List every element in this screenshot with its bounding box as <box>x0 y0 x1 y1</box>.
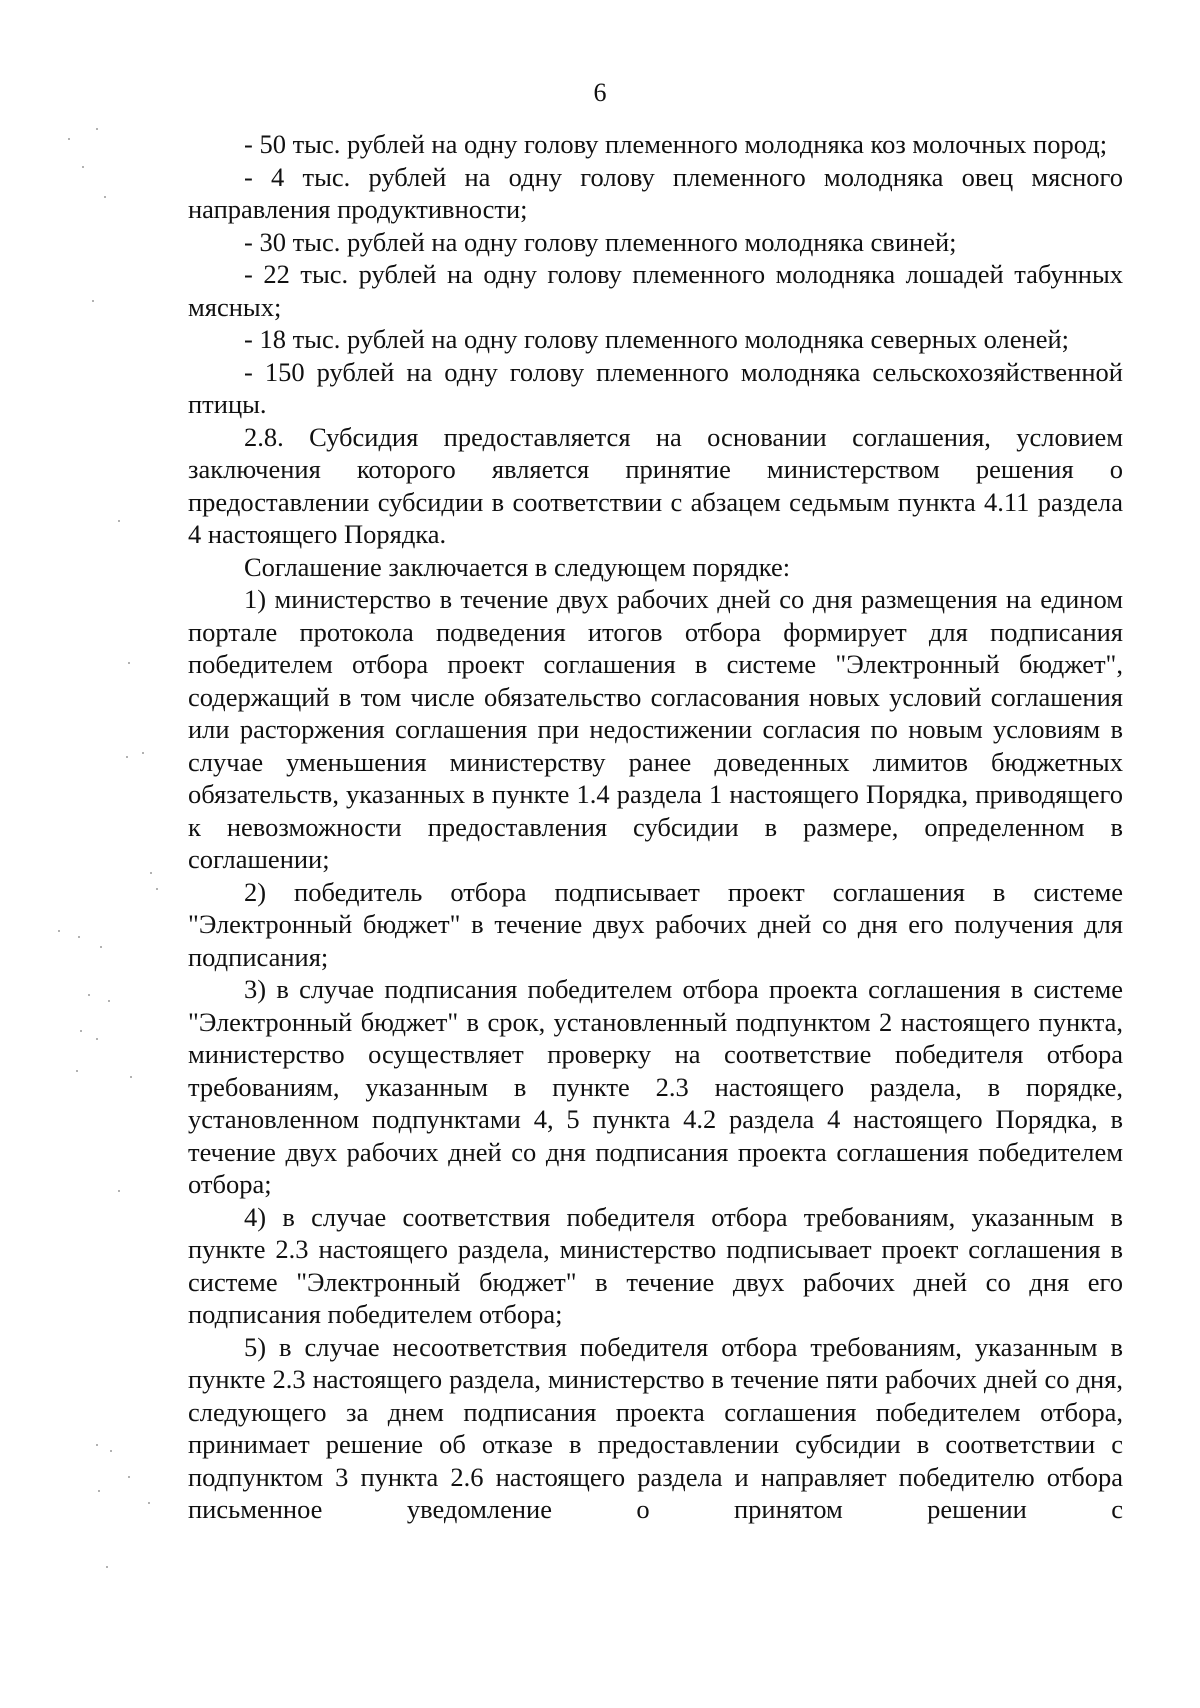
paragraph-agreement-order: Соглашение заключается в следующем порядке: <box>244 551 791 582</box>
paragraph-pigs: - 30 тыс. рублей на одну голову племенного молодняка свиней; <box>244 226 957 257</box>
paragraph-section-2-8: 2.8. Субсидия предоставляется на основании соглашения, условием заключения которого является принятие министерством решения о предоставлении субсидии в соответствии с абзацем седьмым пункта 4.11 раздела 4 настоящего Порядка. <box>188 421 1123 549</box>
paragraph-poultry: - 150 рублей на одну голову племенного молодняка сельскохозяйственной птицы. <box>188 356 1123 419</box>
paragraph-item-3: 3) в случае подписания победителем отбора проекта соглашения в системе "Электронный бюджет" в срок, установленный подпунктом 2 настоящего пункта, министерство осуществляет проверку на соответствие победителя отбора требованиям, указанным в пункте 2.3 настоящего раздела, в порядке, установленном подпунктами 4, 5 пункта 4.2 раздела 4 настоящего Порядка, в течение двух рабочих дней со дня подписания проекта соглашения победителем отбора; <box>188 974 1123 1199</box>
paragraph-sheep: - 4 тыс. рублей на одну голову племенного молодняка овец мясного направления продуктивности; <box>188 161 1123 224</box>
paragraph-reindeer: - 18 тыс. рублей на одну голову племенного молодняка северных оленей; <box>244 324 1069 354</box>
paragraph-item-4: 4) в случае соответствия победителя отбора требованиям, указанным в пункте 2.3 настоящего раздела, министерство подписывает проект соглашения в системе "Электронный бюджет" в течение двух рабочих дней со дня его подписания победителем отбора; <box>188 1201 1123 1329</box>
paragraph-goats: - 50 тыс. рублей на одну голову племенного молодняка коз молочных пород; <box>244 129 1108 159</box>
page-number: 6 <box>593 78 607 107</box>
paragraph-item-5: 5) в случае несоответствия победителя отбора требованиям, указанным в пункте 2.3 настоящего раздела, министерство в течение пяти рабочих дней со дня, следующего за днем подписания проекта соглашения победителем отбора, принимает решение об отказе в предоставлении субсидии в соответствии с подпунктом 3 пункта 2.6 настоящего раздела и направляет победителю отбора письменное уведомление о принятом решении с <box>188 1331 1123 1524</box>
paragraph-horses: - 22 тыс. рублей на одну голову племенного молодняка лошадей табунных мясных; <box>188 259 1123 322</box>
paragraph-item-2: 2) победитель отбора подписывает проект соглашения в системе "Электронный бюджет" в течение двух рабочих дней со дня его получения для подписания; <box>188 876 1123 972</box>
paragraph-item-1: 1) министерство в течение двух рабочих дней со дня размещения на едином портале протокола подведения итогов отбора формирует для подписания победителем отбора проект соглашения в системе "Электронный бюджет", содержащий в том числе обязательство согласования новых условий соглашения или расторжения соглашения при недостижении согласия по новым условиям в случае уменьшения министерству ранее доведенных лимитов бюджетных обязательств, указанных в пункте 1.4 раздела 1 настоящего Порядка, приводящего к невозможности предоставления субсидии в размере, определенном в соглашении; <box>188 584 1123 874</box>
document-body <box>188 128 1123 1526</box>
